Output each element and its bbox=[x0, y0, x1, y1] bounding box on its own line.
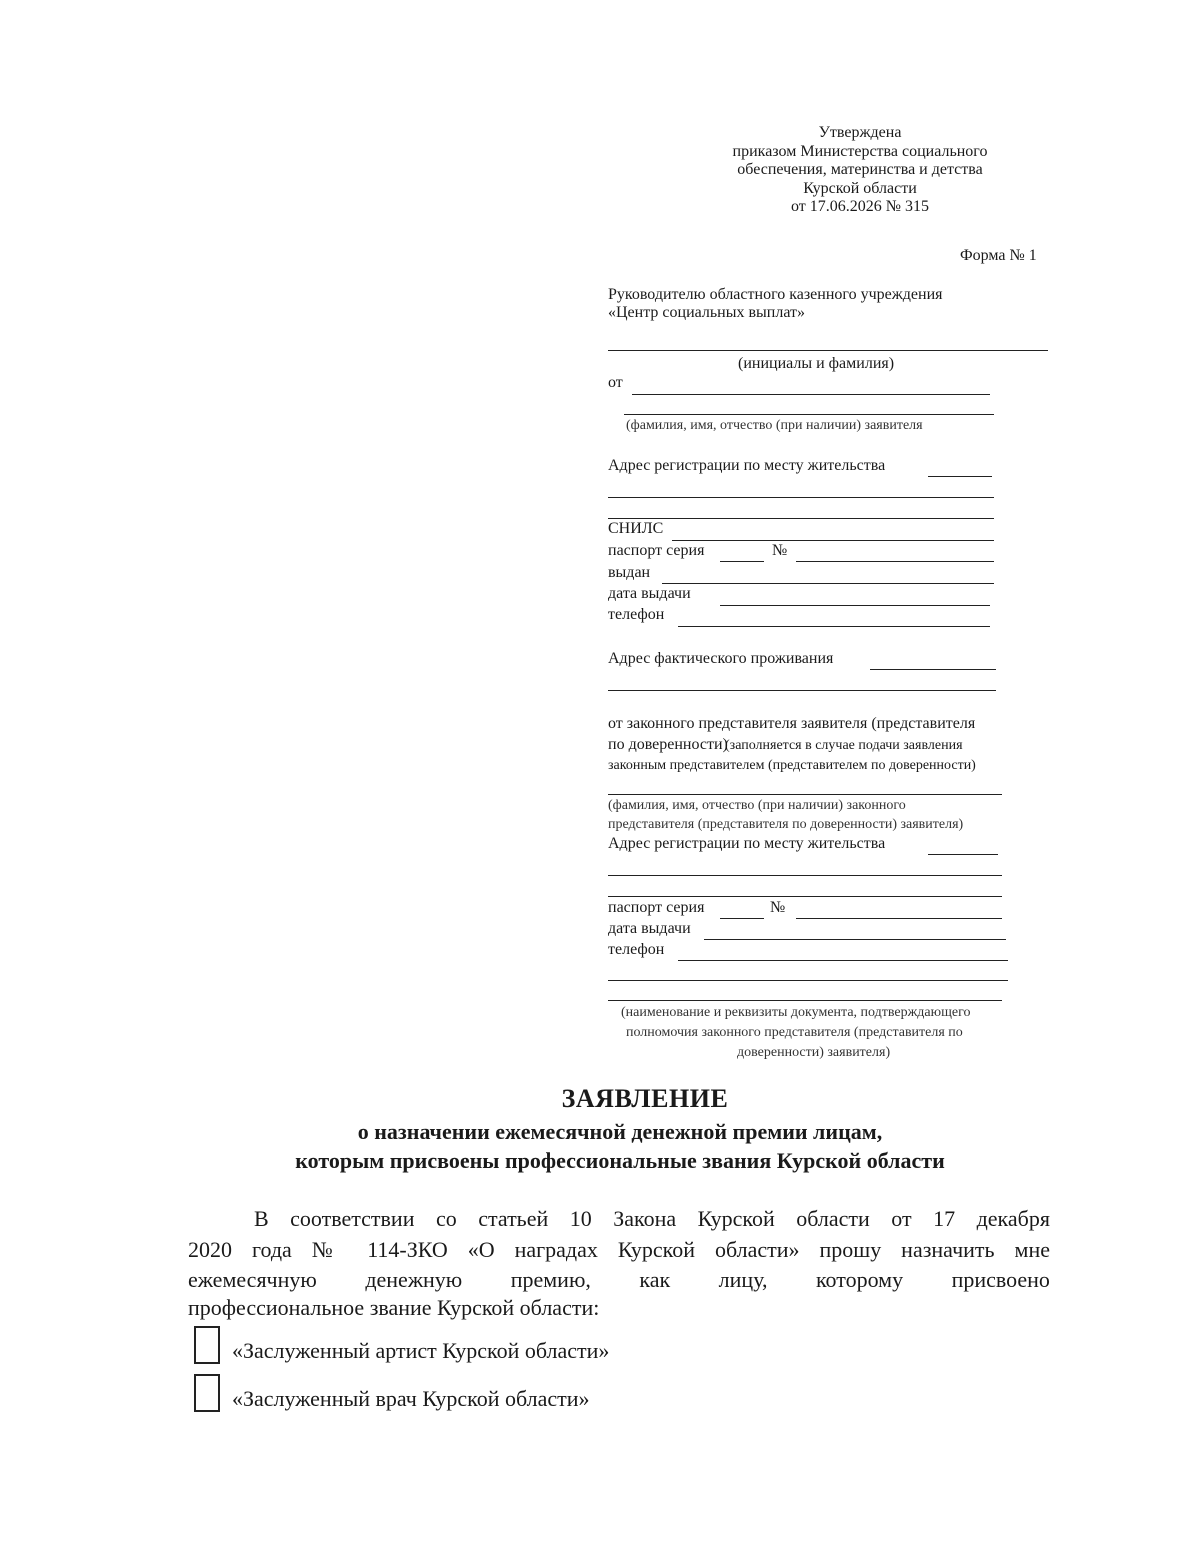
statement-paragraph-line: профессиональное звание Курской области: bbox=[188, 1295, 600, 1320]
reg-address-label: Адрес регистрации по месту жительства bbox=[608, 457, 886, 474]
representative-doc-hint: (наименование и реквизиты документа, подтверждающего bbox=[621, 1005, 971, 1020]
reg-address-field-2[interactable] bbox=[608, 497, 994, 498]
representative-note: законным представителем (представителем по доверенности) bbox=[608, 758, 976, 773]
approval-line: Курской области bbox=[803, 179, 917, 197]
issue-date-field[interactable] bbox=[720, 605, 990, 606]
approval-block bbox=[600, 124, 1120, 217]
snils-label: СНИЛС bbox=[608, 520, 664, 537]
option-checkbox-artist[interactable] bbox=[194, 1326, 220, 1364]
representative-passport-number-label: № bbox=[770, 899, 786, 916]
approval-line: обеспечения, материнства и детства bbox=[737, 161, 983, 178]
representative-line: по доверенности) bbox=[608, 736, 728, 753]
paragraph-word: как bbox=[639, 1267, 671, 1292]
reg-address-field[interactable] bbox=[928, 476, 992, 477]
approval-line: приказом Министерства социального bbox=[732, 142, 988, 160]
passport-number-field[interactable] bbox=[796, 561, 994, 562]
statement-subtitle: о назначении ежемесячной денежной премии лицам, bbox=[357, 1119, 883, 1144]
addressee-name-field[interactable] bbox=[608, 350, 1048, 351]
phone-label: телефон bbox=[608, 606, 665, 623]
representative-reg-address-field-3[interactable] bbox=[608, 896, 1002, 897]
representative-passport-series-field[interactable] bbox=[720, 918, 764, 919]
paragraph-word: которому bbox=[815, 1267, 904, 1292]
representative-issue-date-field[interactable] bbox=[704, 939, 1006, 940]
phone-field[interactable] bbox=[678, 626, 990, 627]
passport-series-field[interactable] bbox=[720, 561, 764, 562]
representative-note: (заполняется в случае подачи заявления bbox=[725, 738, 963, 753]
paragraph-word: премию, bbox=[510, 1267, 591, 1292]
paragraph-word: ежемесячную bbox=[188, 1267, 317, 1292]
addressee-hint: (инициалы и фамилия) bbox=[738, 355, 895, 372]
issued-field[interactable] bbox=[662, 583, 994, 584]
paragraph-word: присвоено bbox=[951, 1267, 1050, 1292]
representative-phone-field[interactable] bbox=[678, 960, 1008, 961]
applicant-name-field-2[interactable] bbox=[624, 414, 994, 415]
representative-doc-field[interactable] bbox=[608, 980, 1008, 981]
option-label-artist: «Заслуженный артист Курской области» bbox=[232, 1338, 610, 1363]
passport-number-label: № bbox=[772, 542, 788, 559]
reg-address-field-3[interactable] bbox=[608, 518, 994, 519]
representative-reg-address-label: Адрес регистрации по месту жительства bbox=[608, 835, 886, 852]
approval-line: от 17.06.2026 № 315 bbox=[790, 198, 930, 215]
issued-label: выдан bbox=[608, 564, 651, 581]
statement-paragraph-line: 2020 года № 114-ЗКО «О наградах Курской области» прошу назначить мне bbox=[188, 1237, 1050, 1262]
applicant-name-field[interactable] bbox=[632, 394, 990, 395]
statement-paragraph-line bbox=[188, 1267, 1050, 1293]
actual-address-field-2[interactable] bbox=[608, 690, 996, 691]
representative-phone-label: телефон bbox=[608, 941, 665, 958]
representative-passport-number-field[interactable] bbox=[796, 918, 1002, 919]
representative-passport-series-label: паспорт серия bbox=[608, 899, 705, 916]
representative-issue-date-label: дата выдачи bbox=[608, 920, 691, 937]
from-label: от bbox=[608, 374, 623, 391]
representative-name-hint: (фамилия, имя, отчество (при наличии) законного bbox=[608, 798, 906, 813]
statement-subtitle: которым присвоены профессиональные звания Курской области bbox=[295, 1148, 945, 1173]
issue-date-label: дата выдачи bbox=[608, 585, 691, 602]
representative-name-field[interactable] bbox=[608, 794, 1002, 795]
option-checkbox-doctor[interactable] bbox=[194, 1374, 220, 1412]
paragraph-word: лицу, bbox=[718, 1267, 768, 1292]
statement-paragraph-line: В соответствии со статьей 10 Закона Курской области от 17 декабря bbox=[254, 1206, 1050, 1231]
representative-reg-address-field[interactable] bbox=[928, 854, 998, 855]
representative-doc-hint: доверенности) заявителя) bbox=[737, 1045, 891, 1060]
representative-reg-address-field-2[interactable] bbox=[608, 875, 1002, 876]
statement-title: ЗАЯВЛЕНИЕ bbox=[561, 1084, 729, 1113]
representative-doc-field-2[interactable] bbox=[608, 1000, 1002, 1001]
addressee-line: Руководителю областного казенного учреждения bbox=[608, 286, 943, 303]
representative-doc-hint: полномочия законного представителя (представителя по bbox=[626, 1025, 963, 1040]
approval-line: Утверждена bbox=[818, 124, 902, 141]
passport-series-label: паспорт серия bbox=[608, 542, 705, 559]
applicant-name-hint: (фамилия, имя, отчество (при наличии) заявителя bbox=[626, 418, 923, 433]
actual-address-field[interactable] bbox=[870, 669, 996, 670]
representative-name-hint: представителя (представителя по доверенности) заявителя) bbox=[608, 817, 964, 832]
paragraph-word: денежную bbox=[365, 1267, 463, 1292]
option-label-doctor: «Заслуженный врач Курской области» bbox=[232, 1386, 590, 1411]
actual-address-label: Адрес фактического проживания bbox=[608, 650, 834, 667]
representative-line: от законного представителя заявителя (представителя bbox=[608, 715, 976, 732]
addressee-line: «Центр социальных выплат» bbox=[608, 304, 805, 321]
form-number: Форма № 1 bbox=[960, 247, 1037, 264]
snils-field[interactable] bbox=[672, 540, 994, 541]
